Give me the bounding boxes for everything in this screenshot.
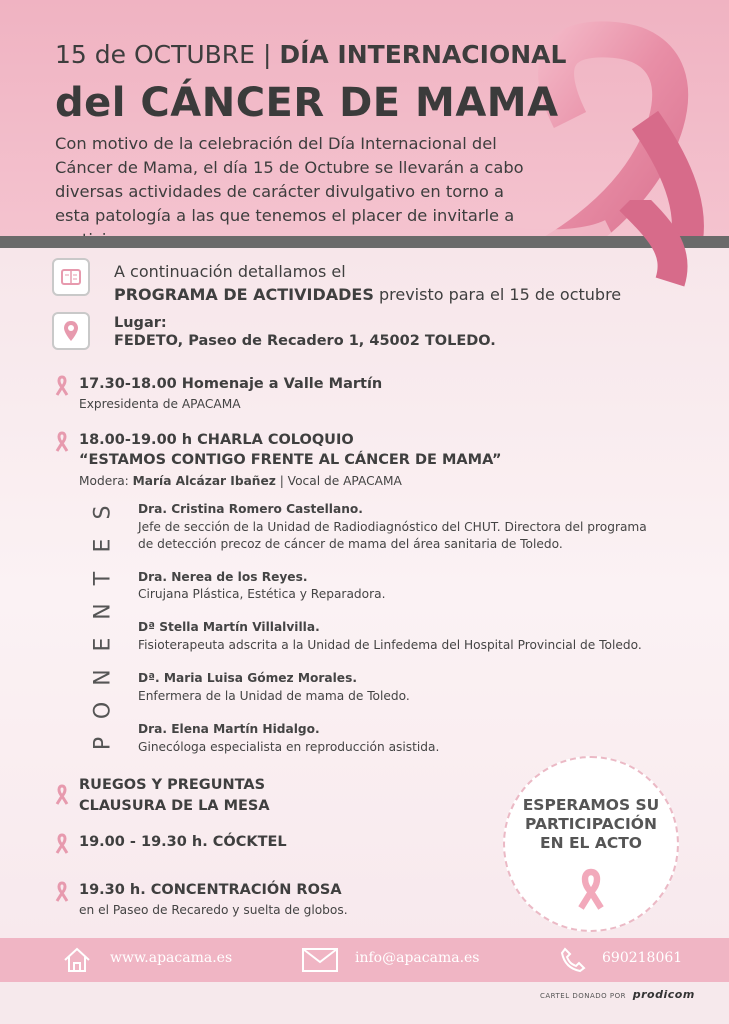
cocktel-title: 19.00 - 19.30 h. CÓCKTEL — [79, 834, 287, 850]
ribbon-bullet-icon — [54, 430, 70, 452]
ponente-name: Dª Stella Martín Villalvilla. — [138, 620, 320, 634]
donado-label: CARTEL DONADO POR prodicom — [540, 988, 695, 1001]
ruegos-title: RUEGOS Y PREGUNTAS — [79, 777, 266, 793]
ponente-name: Dª. Maria Luisa Gómez Morales. — [138, 671, 357, 685]
programa-intro: A continuación detallamos el — [114, 262, 346, 281]
ribbon-bullet-icon — [54, 832, 70, 854]
ponente-name: Dra. Elena Martín Hidalgo. — [138, 722, 320, 736]
ponente-desc: Ginecóloga especialista en reproducción asistida. — [138, 740, 440, 754]
ribbon-bullet-icon — [54, 783, 70, 805]
mail-icon — [302, 948, 338, 972]
email-link[interactable]: info@apacama.es — [355, 950, 480, 966]
sponsor-logo: prodicom — [632, 988, 695, 1001]
website-link[interactable]: www.apacama.es — [110, 950, 233, 966]
ponente-desc: Enfermera de la Unidad de mama de Toledo. — [138, 689, 410, 703]
ponente-desc: de detección precoz de cáncer de mama del área sanitaria de Toledo. — [138, 537, 563, 551]
invitation-badge: ESPERAMOS SU PARTICIPACIÓN EN EL ACTO — [503, 756, 679, 932]
modera-line: Modera: María Alcázar Ibañez | Vocal de APACAMA — [79, 474, 402, 488]
ponente-desc: Jefe de sección de la Unidad de Radiodiagnóstico del CHUT. Directora del programa — [138, 520, 647, 534]
ponente-name: Dra. Cristina Romero Castellano. — [138, 502, 363, 516]
ribbon-tail-icon — [590, 200, 700, 290]
homenaje-sub: Expresidenta de APACAMA — [79, 397, 241, 411]
phone-number[interactable]: 690218061 — [602, 950, 683, 966]
charla-subtitle: “ESTAMOS CONTIGO FRENTE AL CÁNCER DE MAMA” — [79, 452, 502, 468]
intro-text: Con motivo de la celebración del Día Internacional del Cáncer de Mama, el día 15 de Octubre se llevarán a cabo diversas actividades de carácter divulgativo en torno a esta patología a las que tenemos el placer de invitarle a — [55, 134, 524, 225]
homenaje-title: 17.30-18.00 Homenaje a Valle Martín — [79, 376, 383, 392]
footer-bar — [0, 938, 729, 982]
phone-icon — [560, 947, 586, 973]
pink-ribbon-icon — [575, 866, 607, 910]
document-icon — [52, 258, 90, 296]
programa-line: PROGRAMA DE ACTIVIDADES previsto para el 15 de octubre — [114, 285, 622, 304]
page-title: del CÁNCER DE MAMA — [55, 80, 559, 126]
ponente-desc: Cirujana Plástica, Estética y Reparadora. — [138, 587, 386, 601]
lugar-label: Lugar: — [114, 315, 167, 331]
home-icon — [63, 947, 91, 973]
dia-heading: DÍA INTERNACIONAL — [279, 40, 567, 69]
date-heading: 15 de OCTUBRE | DÍA INTERNACIONAL — [55, 40, 567, 69]
location-pin-icon — [52, 312, 90, 350]
lugar-address: FEDETO, Paseo de Recadero 1, 45002 TOLEDO. — [114, 333, 496, 349]
clausura-title: CLAUSURA DE LA MESA — [79, 798, 270, 814]
ribbon-bullet-icon — [54, 880, 70, 902]
concentracion-sub: en el Paseo de Recaredo y suelta de globos. — [79, 903, 348, 917]
ribbon-bullet-icon — [54, 374, 70, 396]
ponente-name: Dra. Nerea de los Reyes. — [138, 570, 308, 584]
ponente-desc: Fisioterapeuta adscrita a la Unidad de Linfedema del Hospital Provincial de Toledo. — [138, 638, 642, 652]
concentracion-title: 19.30 h. CONCENTRACIÓN ROSA — [79, 882, 342, 898]
ponentes-vertical-label: S E T N E N O P — [90, 505, 116, 751]
charla-title: 18.00-19.00 h CHARLA COLOQUIO — [79, 432, 354, 448]
